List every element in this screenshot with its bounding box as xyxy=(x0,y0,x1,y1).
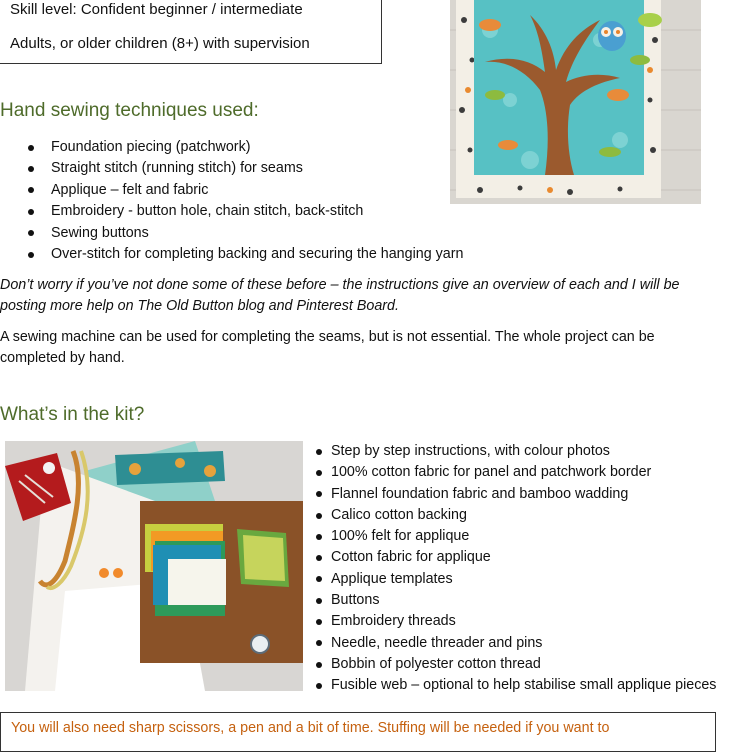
list-item: Cotton fabric for applique xyxy=(331,547,716,568)
list-item: Embroidery threads xyxy=(331,611,716,632)
list-item: Buttons xyxy=(331,590,716,611)
kit-heading: What’s in the kit? xyxy=(0,404,145,425)
tree-quilt-photo xyxy=(450,0,701,204)
list-item: Applique – felt and fabric xyxy=(51,180,463,201)
kit-contents-list xyxy=(331,441,716,697)
skill-level-text: Skill level: Confident beginner / intermediate xyxy=(10,1,303,18)
list-item: 100% felt for applique xyxy=(331,526,716,547)
skill-level-box xyxy=(0,0,382,64)
techniques-heading: Hand sewing techniques used: xyxy=(0,100,259,121)
reassurance-line-2: posting more help on The Old Button blog and Pinterest Board. xyxy=(0,298,399,314)
list-item: 100% cotton fabric for panel and patchwork border xyxy=(331,462,716,483)
kit-contents-photo xyxy=(5,441,303,691)
list-item: Over-stitch for completing backing and securing the hanging yarn xyxy=(51,244,463,265)
machine-note-line-1: A sewing machine can be used for completing the seams, but is not essential. The whole project can be xyxy=(0,329,655,345)
list-item: Embroidery - button hole, chain stitch, back-stitch xyxy=(51,201,463,222)
list-item: Step by step instructions, with colour photos xyxy=(331,441,716,462)
list-item: Fusible web – optional to help stabilise small applique pieces xyxy=(331,675,716,696)
list-item: Sewing buttons xyxy=(51,223,463,244)
age-guidance-text: Adults, or older children (8+) with supervision xyxy=(10,35,310,52)
list-item: Applique templates xyxy=(331,569,716,590)
techniques-list xyxy=(51,137,463,265)
list-item: Flannel foundation fabric and bamboo wadding xyxy=(331,484,716,505)
list-item: Calico cotton backing xyxy=(331,505,716,526)
list-item: Bobbin of polyester cotton thread xyxy=(331,654,716,675)
notice-text: You will also need sharp scissors, a pen and a bit of time. Stuffing will be needed if you want to xyxy=(11,720,610,736)
extra-materials-notice xyxy=(0,712,716,752)
list-item: Needle, needle threader and pins xyxy=(331,633,716,654)
list-item: Foundation piecing (patchwork) xyxy=(51,137,463,158)
list-item: Straight stitch (running stitch) for seams xyxy=(51,158,463,179)
reassurance-line-1: Don’t worry if you’ve not done some of these before – the instructions give an overview of each and I will be xyxy=(0,277,680,293)
machine-note-line-2: completed by hand. xyxy=(0,350,125,366)
